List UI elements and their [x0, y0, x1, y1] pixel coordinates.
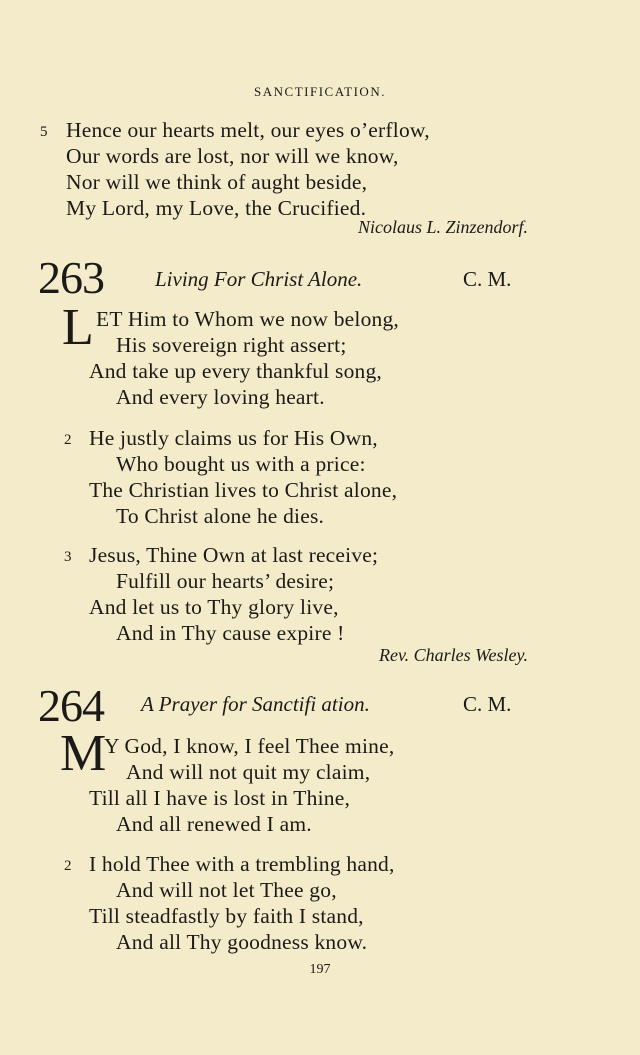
verse-line: And take up every thankful song, [89, 359, 382, 383]
verse-line: And all renewed I am. [116, 812, 312, 836]
verse-number: 2 [64, 858, 72, 874]
hymn-meter: C. M. [463, 267, 512, 291]
verse-line: And in Thy cause expire ! [116, 621, 345, 645]
verse-line: Nor will we think of aught beside, [66, 170, 368, 194]
drop-cap: L [62, 299, 94, 356]
hymn-meter: C. M. [463, 692, 512, 716]
verse-line: Fulfill our hearts’ desire; [116, 569, 335, 593]
running-header: SANCTIFICATION. [254, 84, 386, 99]
verse-line: And every loving heart. [116, 385, 325, 409]
drop-cap: M [60, 725, 107, 782]
hymn-number: 264 [38, 680, 104, 731]
hymn-number: 263 [38, 252, 104, 303]
verse-line: Till all I have is lost in Thine, [89, 786, 351, 810]
verse-number: 5 [40, 124, 48, 140]
hymn-title: Living For Christ Alone. [155, 267, 363, 291]
hymn-title: A Prayer for Sanctifi ation. [141, 692, 370, 716]
verse-line: Jesus, Thine Own at last receive; [89, 543, 379, 567]
page-number: 197 [309, 962, 331, 977]
verse-line: Hence our hearts melt, our eyes o’erflow, [66, 118, 430, 142]
verse-line: And all Thy goodness know. [116, 930, 368, 954]
verse-line: And will not let Thee go, [116, 878, 337, 902]
verse-line: And let us to Thy glory live, [89, 595, 339, 619]
verse-line: My Lord, my Love, the Crucified. [66, 196, 367, 220]
verse-line: He justly claims us for His Own, [89, 426, 378, 450]
verse-line: And will not quit my claim, [126, 760, 371, 784]
verse-line: I hold Thee with a trembling hand, [89, 852, 395, 876]
verse-line: Our words are lost, nor will we know, [66, 144, 399, 168]
hymn-author: Nicolaus L. Zinzendorf. [357, 217, 528, 237]
verse-line: The Christian lives to Christ alone, [89, 478, 398, 502]
verse-line: ET Him to Whom we now belong, [96, 307, 399, 331]
verse-line: His sovereign right assert; [116, 333, 347, 357]
verse-line: Who bought us with a price: [116, 452, 366, 476]
verse-line: Y God, I know, I feel Thee mine, [104, 734, 395, 758]
verse-number: 2 [64, 432, 72, 448]
verse-line: To Christ alone he dies. [116, 504, 325, 528]
verse-number: 3 [64, 549, 72, 565]
hymn-author: Rev. Charles Wesley. [379, 645, 528, 665]
verse-line: Till steadfastly by faith I stand, [89, 904, 364, 928]
